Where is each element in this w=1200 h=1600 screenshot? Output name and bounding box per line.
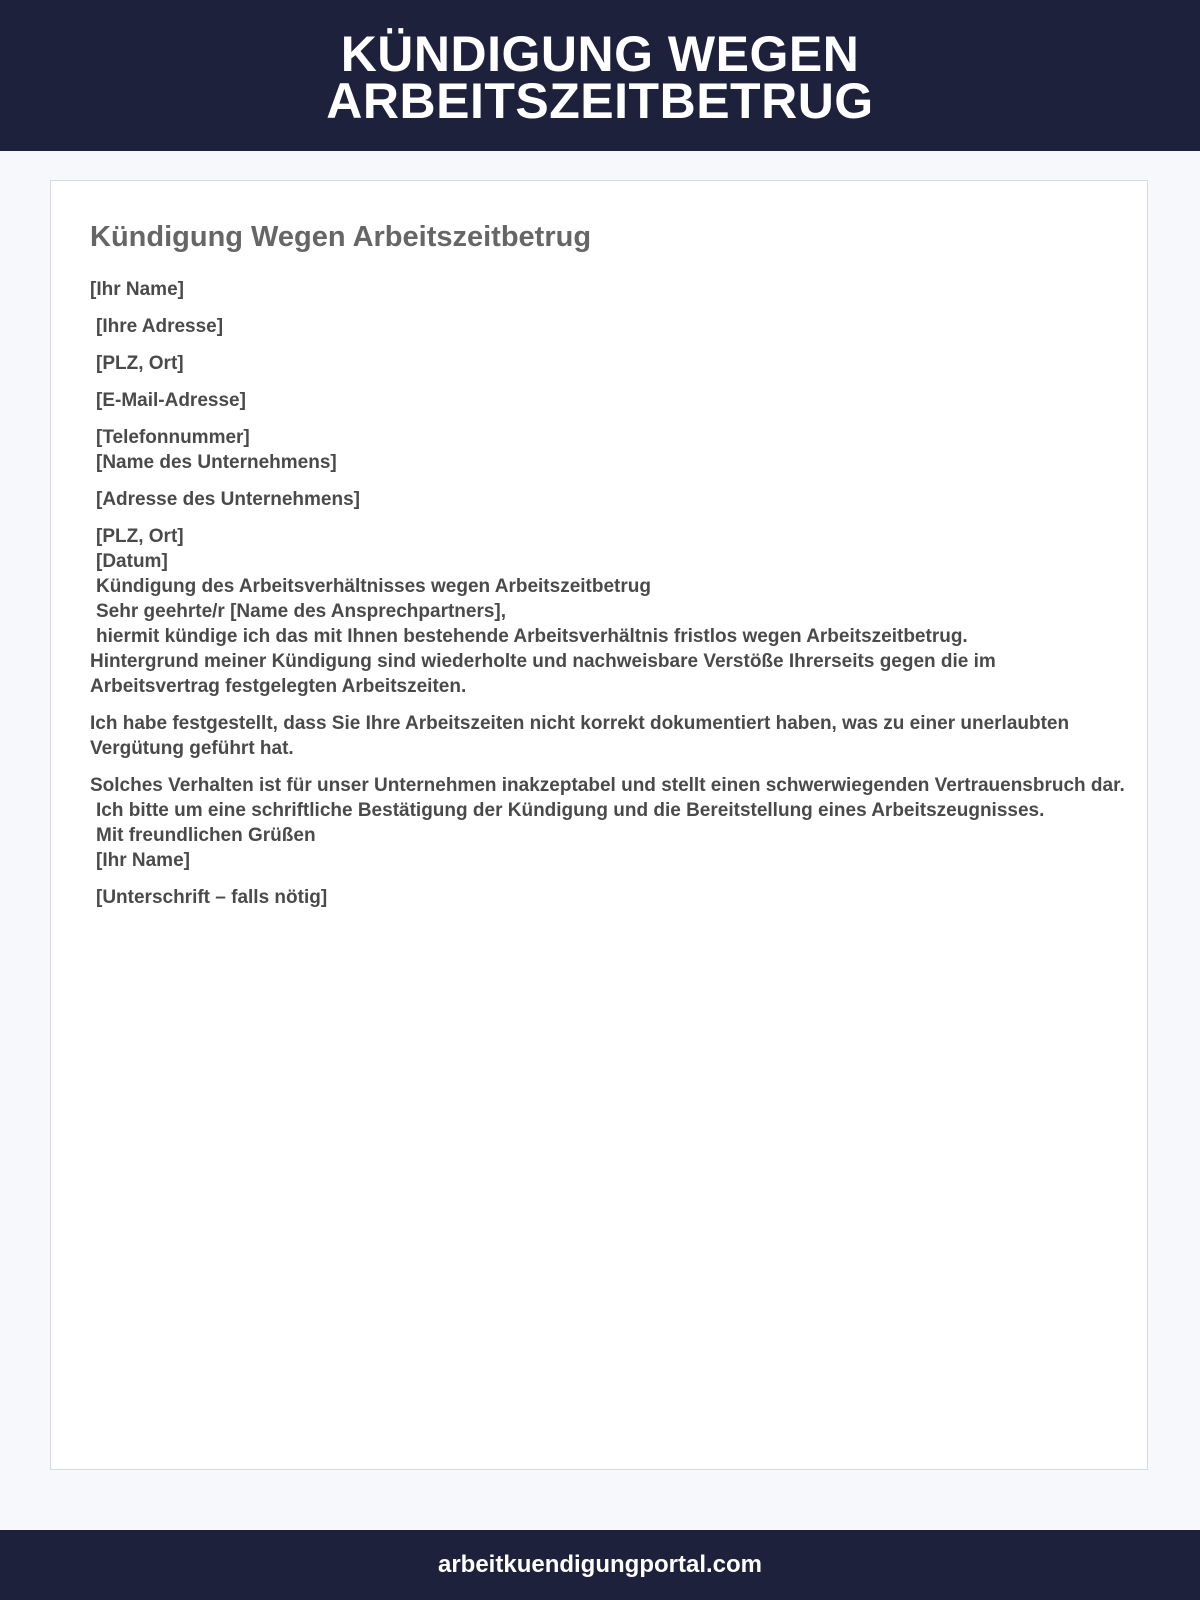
- paragraph-finding: Ich habe festgestellt, dass Sie Ihre Arbeitszeiten nicht korrekt dokumentiert haben, was zu einer unerlaubten Vergütung geführt hat.: [90, 713, 1070, 759]
- company-address: [Adresse des Unternehmens]: [96, 489, 360, 510]
- document-heading: Kündigung Wegen Arbeitszeitbetrug: [90, 221, 592, 253]
- sender-name: [Ihr Name]: [90, 279, 184, 300]
- paragraph-consequence: Solches Verhalten ist für unser Unternehmen inakzeptabel und stellt einen schwerwiegenden Vertrauensbruch dar.: [90, 775, 1125, 796]
- sender-phone: [Telefonnummer]: [96, 427, 250, 448]
- page-header: [0, 0, 1200, 151]
- signature-line: [Unterschrift – falls nötig]: [96, 887, 328, 908]
- paragraph-background: Hintergrund meiner Kündigung sind wiederholte und nachweisbare Verstöße Ihrerseits gegen die im Arbeitsvertrag festgelegten Arbeitszeiten.: [90, 651, 996, 697]
- paragraph-intro: hiermit kündige ich das mit Ihnen bestehende Arbeitsverhältnis fristlos wegen Arbeitszeitbetrug.: [96, 626, 968, 647]
- signature-name: [Ihr Name]: [96, 850, 190, 871]
- letter-closing: Mit freundlichen Grüßen: [96, 825, 316, 846]
- page-title-line-1: KÜNDIGUNG WEGEN: [340, 25, 860, 82]
- page-title: [326, 25, 874, 129]
- letter-subject: Kündigung des Arbeitsverhältnisses wegen Arbeitszeitbetrug: [96, 576, 651, 597]
- page-footer: [0, 1530, 1200, 1600]
- company-name: [Name des Unternehmens]: [96, 452, 337, 473]
- page-title-line-2: ARBEITSZEITBETRUG: [326, 72, 874, 129]
- letter-salutation: Sehr geehrte/r [Name des Ansprechpartners],: [96, 601, 507, 622]
- sender-city: [PLZ, Ort]: [96, 353, 184, 374]
- letter-body: [90, 277, 1130, 910]
- paragraph-request: Ich bitte um eine schriftliche Bestätigung der Kündigung und die Bereitstellung eines Arbeitszeugnisses.: [96, 800, 1045, 821]
- company-city: [PLZ, Ort]: [96, 526, 184, 547]
- letter-date: [Datum]: [96, 551, 168, 572]
- footer-site-link[interactable]: arbeitkuendigungportal.com: [437, 1551, 763, 1578]
- sender-address: [Ihre Adresse]: [96, 316, 224, 337]
- sender-email: [E-Mail-Adresse]: [96, 390, 246, 411]
- letter-card: [50, 180, 1148, 1470]
